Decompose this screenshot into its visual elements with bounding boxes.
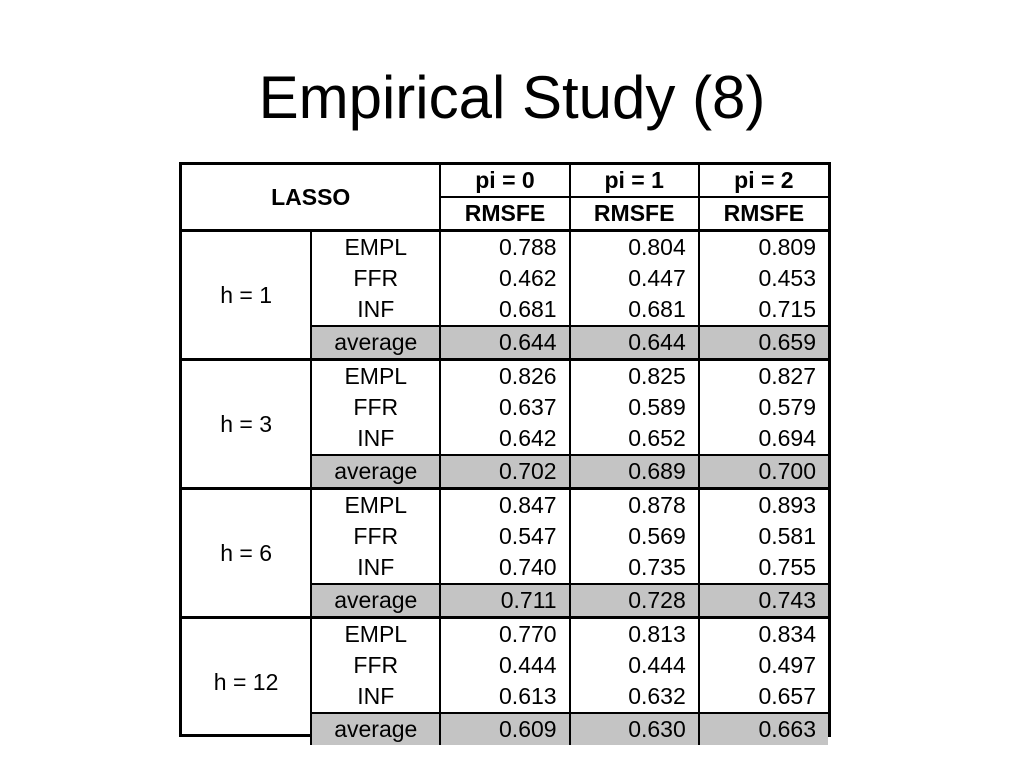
rmsfe-value-pi-0: 0.826 [440,360,569,393]
rmsfe-value-pi-1: 0.589 [570,392,699,423]
rmsfe-value-pi-2: 0.657 [758,683,816,709]
variable-label: FFR [311,392,440,423]
rmsfe-value-pi-0: 0.681 [440,294,569,326]
variable-label: FFR [311,650,440,681]
rmsfe-value-pi-0: 0.644 [440,326,569,360]
rmsfe-value-pi-2: 0.893 [758,492,816,518]
variable-label: INF [311,681,440,713]
rmsfe-value-pi-1: 0.878 [570,489,699,522]
rmsfe-value-pi-0: 0.547 [440,521,569,552]
rmsfe-value-pi-1: 0.804 [570,231,699,264]
rmsfe-value-pi-2: 0.809 [758,234,816,260]
variable-label: INF [311,552,440,584]
rmsfe-value-pi-0: 0.613 [440,681,569,713]
rmsfe-value-pi-0: 0.637 [440,392,569,423]
variable-label: INF [311,423,440,455]
rmsfe-value-pi-1: 0.681 [570,294,699,326]
variable-label: EMPL [311,231,440,264]
horizon-label: h = 1 [182,231,311,360]
horizon-label: h = 6 [182,489,311,618]
header-row-pi [182,165,828,197]
lasso-results-table [182,165,828,745]
rmsfe-value-pi-2: 0.663 [699,713,828,745]
rmsfe-value-pi-0: 0.770 [440,618,569,651]
rmsfe-value-pi-0: 0.847 [440,489,569,522]
variable-label: EMPL [311,360,440,393]
horizon-label: h = 12 [182,618,311,746]
results-table-frame [179,162,831,742]
rmsfe-value-pi-2: 0.497 [758,652,816,678]
rmsfe-value-pi-2: 0.827 [758,363,816,389]
metric-header-pi-0: RMSFE [440,197,569,231]
rmsfe-value-pi-2: 0.834 [758,621,816,647]
average-label: average [311,455,440,489]
rmsfe-value-pi-1: 0.728 [570,584,699,618]
rmsfe-value-pi-1: 0.825 [570,360,699,393]
rmsfe-value-pi-2: 0.743 [699,584,828,618]
variable-label: EMPL [311,489,440,522]
horizon-label: h = 3 [182,360,311,489]
rmsfe-value-pi-1: 0.735 [570,552,699,584]
variable-label: INF [311,294,440,326]
rmsfe-value-pi-2: 0.755 [758,554,816,580]
table-row [182,231,828,264]
average-label: average [311,713,440,745]
slide-title: Empirical Study (8) [258,64,766,131]
column-header-pi-2: pi = 2 [699,165,828,197]
table-body [182,231,828,746]
corner-label: LASSO [182,165,440,231]
rmsfe-value-pi-1: 0.644 [570,326,699,360]
rmsfe-value-pi-0: 0.711 [440,584,569,618]
rmsfe-value-pi-2: 0.659 [699,326,828,360]
rmsfe-value-pi-0: 0.740 [440,552,569,584]
column-header-pi-1: pi = 1 [570,165,699,197]
rmsfe-value-pi-1: 0.630 [570,713,699,745]
rmsfe-value-pi-0: 0.702 [440,455,569,489]
rmsfe-value-pi-0: 0.642 [440,423,569,455]
metric-header-pi-1: RMSFE [570,197,699,231]
rmsfe-value-pi-1: 0.569 [570,521,699,552]
rmsfe-value-pi-0: 0.462 [440,263,569,294]
table-header [182,165,828,231]
average-label: average [311,326,440,360]
rmsfe-value-pi-1: 0.447 [570,263,699,294]
table-row [182,489,828,522]
rmsfe-value-pi-1: 0.689 [570,455,699,489]
metric-header-pi-2: RMSFE [699,197,828,231]
rmsfe-value-pi-0: 0.788 [440,231,569,264]
rmsfe-value-pi-2: 0.700 [699,455,828,489]
rmsfe-value-pi-1: 0.813 [570,618,699,651]
table-row [182,618,828,651]
rmsfe-value-pi-0: 0.609 [440,713,569,745]
rmsfe-value-pi-1: 0.652 [570,423,699,455]
variable-label: EMPL [311,618,440,651]
rmsfe-value-pi-2: 0.715 [758,296,816,322]
variable-label: FFR [311,263,440,294]
rmsfe-value-pi-1: 0.444 [570,650,699,681]
average-label: average [311,584,440,618]
rmsfe-value-pi-2: 0.581 [758,523,816,549]
rmsfe-value-pi-2: 0.579 [758,394,816,420]
variable-label: FFR [311,521,440,552]
rmsfe-value-pi-2: 0.694 [758,425,816,451]
rmsfe-value-pi-1: 0.632 [570,681,699,713]
column-header-pi-0: pi = 0 [440,165,569,197]
rmsfe-value-pi-0: 0.444 [440,650,569,681]
rmsfe-value-pi-2: 0.453 [758,265,816,291]
table-row [182,360,828,393]
